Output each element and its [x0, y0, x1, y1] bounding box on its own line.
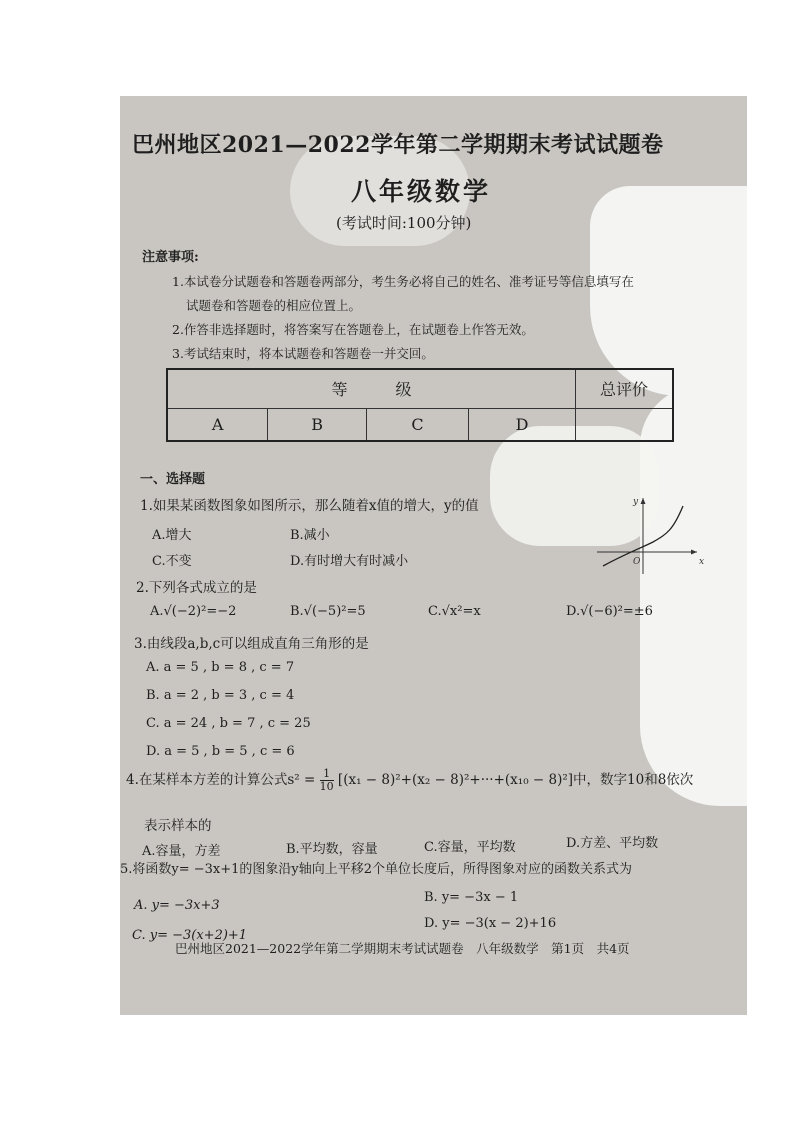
x-axis-label: x: [699, 557, 705, 567]
question-4-stem: [126, 768, 693, 793]
glare-region: [590, 186, 747, 396]
q5-option-a: A. y= −3x+3: [134, 898, 220, 913]
exam-title: 巴州地区2021—2022学年第二学期期末考试试题卷: [132, 132, 664, 158]
q4-option-a: A.容量，方差: [142, 844, 221, 859]
grade-level-header: 等 级: [167, 369, 576, 408]
exam-paper-photo: [120, 96, 747, 1015]
x-axis-arrow: [691, 550, 697, 555]
q2-option-d: D.√(−6)²=±6: [566, 604, 653, 619]
note-item: 1.本试卷分试题卷和答题卷两部分，考生务必将自己的姓名、准考证号等信息填写在: [172, 274, 634, 289]
q4-option-c: C.容量，平均数: [424, 840, 516, 855]
note-item: 2.作答非选择题时，将答案写在答题卷上，在试题卷上作答无效。: [172, 322, 534, 337]
q2-option-c: C.√x²=x: [428, 604, 481, 619]
question-1-stem: 1.如果某函数图象如图所示，那么随着x值的增大，y的值: [140, 498, 479, 514]
q5-option-c: C. y= −3(x+2)+1: [132, 928, 248, 943]
q4-fraction: [320, 768, 334, 793]
note-item: 试题卷和答题卷的相应位置上。: [186, 298, 362, 313]
section-heading: 一、选择题: [140, 472, 206, 487]
q4-fraction-denominator: 10: [319, 780, 334, 793]
q4-option-b: B.平均数，容量: [286, 842, 378, 857]
question-3-stem: 3.由线段a,b,c可以组成直角三角形的是: [134, 636, 369, 652]
grade-level-a: A: [167, 408, 268, 441]
y-axis-arrow: [641, 498, 646, 504]
note-item: 3.考试结束时，将本试题卷和答题卷一并交回。: [172, 346, 434, 361]
grade-table: [166, 368, 674, 442]
q4-stem-part-a: 4.在某样本方差的计算公式s² =: [126, 772, 316, 788]
notes-heading: 注意事项:: [142, 250, 199, 265]
glare-region: [640, 386, 747, 806]
q2-option-b: B.√(−5)²=5: [290, 604, 366, 619]
grade-level-c: C: [366, 408, 468, 441]
q4-stem-part-c: 表示样本的: [144, 818, 212, 834]
q1-option-d: D.有时增大有时减小: [290, 554, 409, 569]
q4-fraction-numerator: 1: [320, 768, 334, 781]
grade-level-d: D: [469, 408, 576, 441]
q4-stem-part-b: [(x₁ − 8)²+(x₂ − 8)²+···+(x₁₀ − 8)²]中，数字10和8依次: [337, 772, 694, 788]
q3-option-b: B. a = 2 , b = 3 , c = 4: [146, 688, 295, 703]
question-2-stem: 2.下列各式成立的是: [136, 580, 257, 596]
y-axis-label: y: [633, 497, 639, 507]
q4-option-d: D.方差、平均数: [566, 836, 659, 851]
q1-function-graph: [597, 494, 705, 574]
q2-option-a: A.√(−2)²=−2: [150, 604, 237, 619]
q1-option-a: A.增大: [152, 528, 192, 543]
q3-option-a: A. a = 5 , b = 8 , c = 7: [146, 660, 295, 675]
grade-total-cell: [576, 408, 674, 441]
origin-label: O: [633, 557, 641, 567]
q3-option-d: D. a = 5 , b = 5 , c = 6: [146, 744, 295, 759]
q5-option-b: B. y= −3x − 1: [424, 890, 519, 905]
grade-total-header: 总评价: [576, 369, 674, 408]
q5-option-d: D. y= −3(x − 2)+16: [424, 916, 557, 931]
q3-option-c: C. a = 24 , b = 7 , c = 25: [146, 716, 311, 731]
grade-level-b: B: [268, 408, 367, 441]
q1-option-c: C.不变: [152, 554, 192, 569]
question-5-stem: 5.将函数y= −3x+1的图象沿y轴向上平移2个单位长度后，所得图象对应的函数关系式为: [120, 862, 633, 877]
subject-title: 八年级数学: [351, 177, 492, 206]
page-footer: 巴州地区2021—2022学年第二学期期末考试试题卷 八年级数学 第1页 共4页: [175, 941, 630, 956]
exam-duration: (考试时间:100分钟): [336, 214, 472, 232]
q1-option-b: B.减小: [290, 528, 330, 543]
